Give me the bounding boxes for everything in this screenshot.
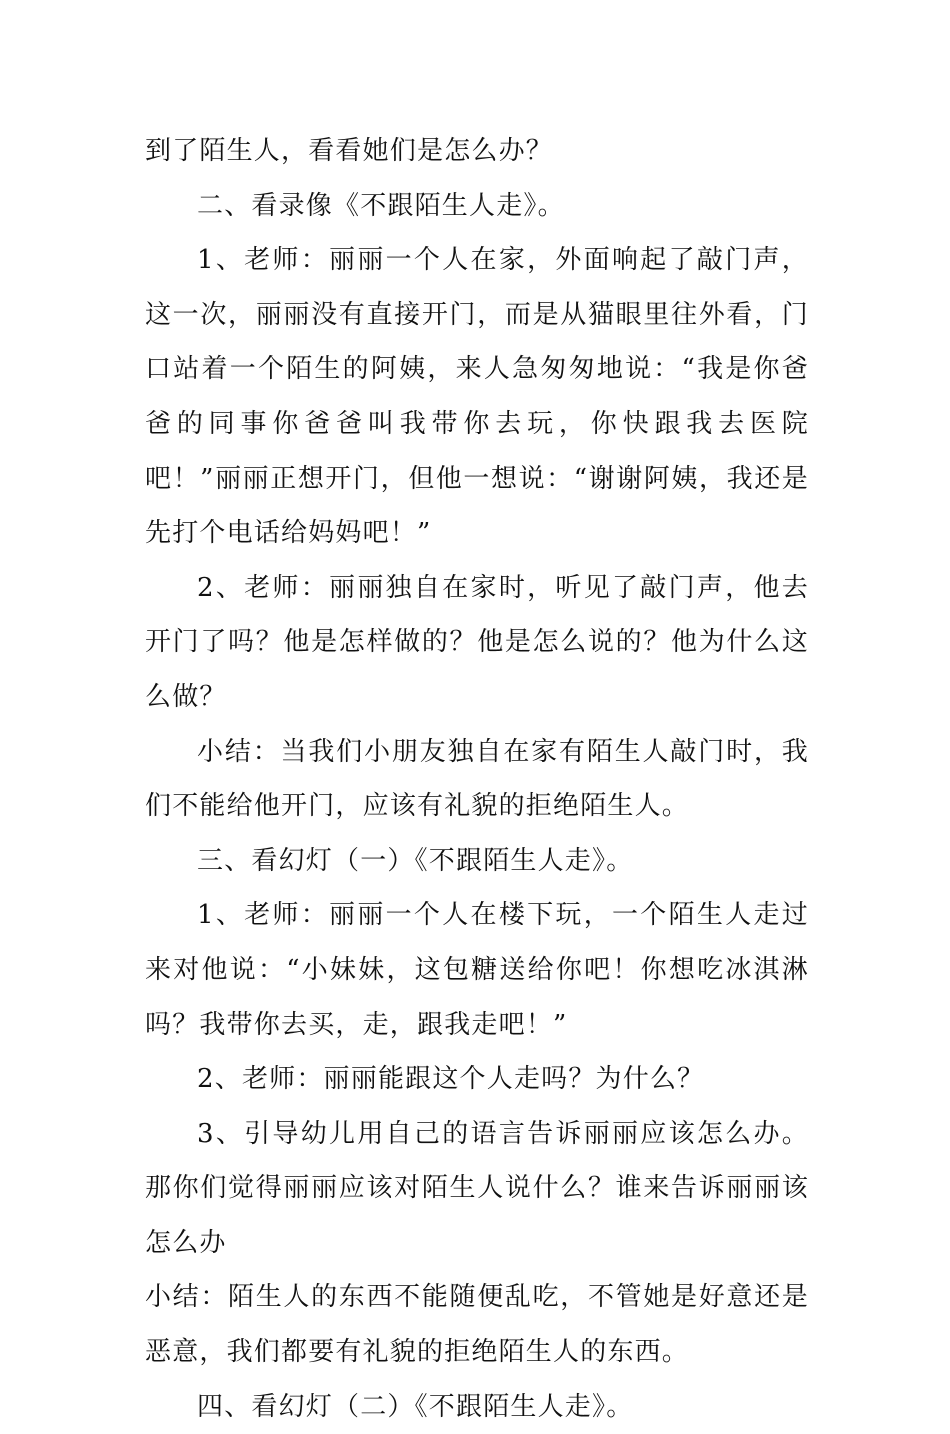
paragraph-continuation: 到了陌生人，看看她们是怎么办？ <box>145 136 554 166</box>
paragraph-slides-step-1: 1、老师：丽丽一个人在楼下玩，一个陌生人走过来对他说：“小妹妹，这包糖送给你吧！你想吃冰淇淋吗？我带你去买，走，跟我走吧！” <box>145 900 809 1040</box>
paragraph-summary-1: 小结：当我们小朋友独自在家有陌生人敲门时，我们不能给他开门，应该有礼貌的拒绝陌生人。 <box>145 736 809 822</box>
paragraph-summary-2: 小结：陌生人的东西不能随便乱吃，不管她是好意还是恶意，我们都要有礼貌的拒绝陌生人的东西。 <box>145 1282 809 1368</box>
paragraph-slides-step-2: 2、老师：丽丽能跟这个人走吗？为什么？ <box>197 1064 705 1095</box>
section-heading-video: 二、看录像《不跟陌生人走》。 <box>197 190 565 221</box>
section-heading-slides-1: 三、看幻灯（一）《不跟陌生人走》。 <box>197 845 634 876</box>
section-heading-slides-2: 四、看幻灯（二）《不跟陌生人走》。 <box>197 1391 634 1422</box>
paragraph-step-1: 1、老师：丽丽一个人在家，外面响起了敲门声，这一次，丽丽没有直接开门，而是从猫眼里往外看，门口站着一个陌生的阿姨，来人急匆匆地说：“我是你爸爸的同事你爸爸叫我带你去玩，你快跟我去医院吧！”丽丽正想开门，但他一想说：“谢谢阿姨，我还是先打个电话给妈妈吧！” <box>145 245 809 549</box>
paragraph-slides-step-3: 3、引导幼儿用自己的语言告诉丽丽应该怎么办。那你们觉得丽丽应该对陌生人说什么？谁来告诉丽丽该怎么办 <box>145 1118 809 1258</box>
paragraph-step-2: 2、老师：丽丽独自在家时，听见了敲门声，他去开门了吗？他是怎样做的？他是怎么说的？他为什么这么做？ <box>145 572 809 712</box>
document-body <box>145 124 809 1434</box>
